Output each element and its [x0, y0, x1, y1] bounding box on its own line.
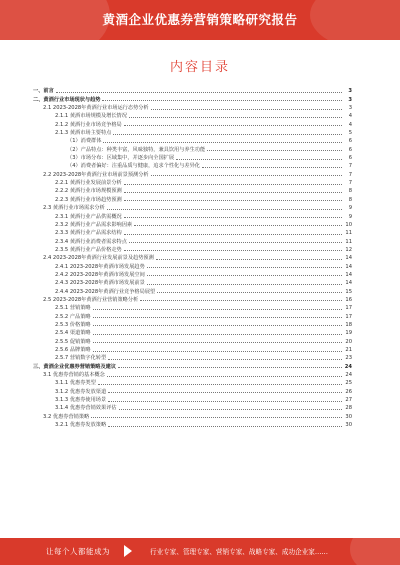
toc-leader-dots [156, 259, 342, 260]
toc-leader-dots [129, 242, 342, 243]
toc-leader-dots [107, 209, 342, 210]
toc-entry-label: 三、黄酒企业优惠券营销策略及建议 [33, 363, 117, 370]
toc-entry-page: 14 [345, 263, 352, 270]
table-of-contents [33, 86, 352, 428]
toc-leader-dots [124, 125, 342, 126]
header-banner [0, 0, 400, 40]
toc-leader-dots [157, 292, 342, 293]
toc-leader-dots [124, 234, 342, 235]
toc-entry-label: 2.3 黄酒行业市场需求分析 [43, 205, 105, 212]
toc-entry[interactable] [33, 203, 352, 211]
toc-leader-dots [147, 275, 342, 276]
toc-entry-label: 2.4.4 2023-2028年黄酒行业竞争格局展望 [55, 288, 156, 295]
toc-entry-label: 2.3.1 黄酒行业产品供需概况 [55, 213, 122, 220]
toc-entry-page: 8 [348, 188, 352, 195]
toc-entry-label: 2.5.5 促销策略 [55, 338, 91, 345]
toc-leader-dots [124, 200, 342, 201]
toc-leader-dots [93, 334, 342, 335]
toc-leader-dots [108, 426, 342, 427]
toc-entry-page: 30 [345, 422, 352, 429]
toc-entry-label: 2.1 2023-2028年黄酒行业市场运行态势分析 [43, 105, 149, 112]
toc-leader-dots [129, 117, 342, 118]
toc-entry[interactable] [33, 144, 352, 152]
toc-entry[interactable] [33, 236, 352, 244]
toc-entry[interactable] [33, 378, 352, 386]
toc-entry-page: 10 [345, 221, 352, 228]
toc-entry[interactable] [33, 386, 352, 394]
toc-entry-page: 24 [345, 372, 352, 379]
toc-entry-label: 3.2.1 优惠券发放策略 [55, 422, 107, 429]
toc-entry-label: 2.5.4 渠道策略 [55, 330, 91, 337]
toc-entry-page: 16 [345, 296, 352, 303]
toc-entry-page: 9 [348, 205, 352, 212]
toc-entry[interactable] [33, 228, 352, 236]
toc-entry-page: 26 [345, 388, 352, 395]
toc-entry[interactable] [33, 311, 352, 319]
footer-roles: 行业专家、管理专家、营销专家、战略专家、成功企业家…… [150, 548, 329, 556]
toc-heading: 内容目录 [169, 60, 230, 75]
toc-entry-label: 2.2 2023-2028年黄酒行业市场前景预测分析 [43, 171, 149, 178]
toc-entry-page: 11 [345, 238, 352, 245]
toc-entry-label: 2.5.1 营销策略 [55, 305, 91, 312]
toc-leader-dots [134, 225, 342, 226]
toc-entry[interactable] [33, 86, 352, 94]
toc-entry-label: 2.4 2023-2028年黄酒行业发展前景及趋势预测 [43, 255, 154, 262]
toc-entry-page: 25 [345, 380, 352, 387]
toc-entry[interactable] [33, 278, 352, 286]
toc-leader-dots [93, 317, 342, 318]
toc-leader-dots [93, 309, 342, 310]
toc-leader-dots [91, 417, 342, 418]
toc-entry-label: 3.1.1 优惠券类型 [55, 380, 96, 387]
toc-entry-page: 8 [348, 196, 352, 203]
toc-entry[interactable] [33, 295, 352, 303]
footer-banner [0, 538, 400, 565]
toc-entry-label: 2.3.4 黄酒行业消费者需求特点 [55, 238, 127, 245]
toc-entry-label: 二、黄酒行业市场现状与趋势 [33, 96, 101, 103]
toc-leader-dots [93, 351, 342, 352]
toc-entry-page: 27 [345, 397, 352, 404]
toc-entry-page: 20 [345, 338, 352, 345]
toc-entry-page: 11 [345, 230, 352, 237]
toc-leader-dots [102, 100, 342, 101]
toc-entry[interactable] [33, 361, 352, 369]
toc-entry-label: 2.5.2 产品策略 [55, 313, 91, 320]
toc-entry[interactable] [33, 420, 352, 428]
toc-entry-label: 2.5 2023-2028年黄酒行业营销策略分析 [43, 296, 139, 303]
toc-entry[interactable] [33, 411, 352, 419]
toc-leader-dots [103, 142, 342, 143]
toc-entry-label: 3.1.3 优惠券使用场景 [55, 397, 107, 404]
toc-entry[interactable] [33, 245, 352, 253]
toc-entry-label: （3）市场分布：区域集中，并逐步向全国扩展 [67, 155, 175, 162]
toc-leader-dots [124, 217, 342, 218]
toc-entry[interactable] [33, 153, 352, 161]
toc-leader-dots [93, 325, 342, 326]
toc-entry[interactable] [33, 178, 352, 186]
toc-entry-label: 2.1.2 黄酒行业市场竞争格局 [55, 121, 122, 128]
toc-leader-dots [176, 159, 342, 160]
arrow-right-icon [124, 545, 132, 557]
toc-entry-page: 4 [348, 121, 352, 128]
toc-entry[interactable] [33, 395, 352, 403]
toc-entry-page: 24 [344, 363, 352, 370]
toc-entry-page: 28 [345, 405, 352, 412]
toc-leader-dots [113, 134, 342, 135]
toc-leader-dots [107, 376, 342, 377]
toc-entry[interactable] [33, 261, 352, 269]
toc-entry-page: 3 [348, 88, 352, 95]
toc-entry-label: 2.4.1 2023-2028年黄酒市场发展趋势 [55, 263, 145, 270]
footer-slogan: 让每个人都能成为 [46, 547, 110, 556]
toc-entry[interactable] [33, 353, 352, 361]
toc-entry-label: 2.2.2 黄酒行业市场规模预测 [55, 188, 122, 195]
toc-entry-page: 3 [348, 105, 352, 112]
toc-entry[interactable] [33, 136, 352, 144]
toc-entry[interactable] [33, 370, 352, 378]
toc-entry-label: 2.3.5 黄酒行业产品价格走势 [55, 246, 122, 253]
toc-entry-page: 15 [345, 288, 352, 295]
toc-entry[interactable] [33, 220, 352, 228]
toc-leader-dots [108, 359, 342, 360]
toc-entry[interactable] [33, 270, 352, 278]
toc-entry-label: 3.1 优惠券营销的基本概念 [43, 372, 105, 379]
decorative-circle [350, 538, 400, 565]
toc-entry-page: 14 [345, 255, 352, 262]
toc-leader-dots [202, 167, 342, 168]
toc-entry-page: 17 [345, 313, 352, 320]
toc-entry-label: 2.2.1 黄酒行业发展前景分析 [55, 180, 122, 187]
toc-leader-dots [98, 384, 342, 385]
toc-entry-label: 2.5.7 营销数字化转型 [55, 355, 107, 362]
toc-entry-page: 23 [345, 355, 352, 362]
toc-entry[interactable] [33, 194, 352, 202]
toc-entry-page: 4 [348, 113, 352, 120]
toc-entry-page: 18 [345, 321, 352, 328]
toc-entry[interactable] [33, 94, 352, 102]
toc-entry[interactable] [33, 286, 352, 294]
toc-entry-label: 2.1.3 黄酒市场主要特点 [55, 130, 112, 137]
toc-entry[interactable] [33, 336, 352, 344]
toc-entry-page: 14 [345, 271, 352, 278]
toc-entry-page: 21 [345, 347, 352, 353]
toc-entry[interactable] [33, 403, 352, 411]
toc-entry-label: 2.1.1 黄酒市场规模及增长情况 [55, 113, 127, 120]
toc-leader-dots [118, 367, 342, 368]
toc-entry-label: 3.1.4 优惠券营销效果评估 [55, 405, 117, 412]
toc-leader-dots [207, 150, 342, 151]
toc-entry-page: 7 [348, 180, 352, 187]
toc-entry-page: 6 [348, 146, 352, 153]
toc-entry-label: 2.4.3 2023-2028年黄酒市场发展前景 [55, 280, 145, 287]
toc-leader-dots [147, 267, 342, 268]
toc-entry[interactable] [33, 211, 352, 219]
toc-entry-label: （2）产品特点：种类丰富，风味独特，兼具饮用与养生功能 [67, 146, 206, 153]
toc-leader-dots [108, 401, 342, 402]
toc-entry-label: （1）消费群体 [67, 138, 102, 145]
toc-entry-label: 3.1.2 优惠券发放渠道 [55, 388, 107, 395]
toc-entry-page: 14 [345, 280, 352, 287]
toc-entry[interactable] [33, 119, 352, 127]
toc-entry[interactable] [33, 169, 352, 177]
toc-entry-label: 2.4.2 2023-2028年黄酒市场发展空间 [55, 271, 145, 278]
toc-entry-page: 6 [348, 155, 352, 162]
toc-entry-label: 2.5.3 价格策略 [55, 321, 91, 328]
toc-leader-dots [124, 250, 342, 251]
toc-entry[interactable] [33, 161, 352, 169]
toc-leader-dots [108, 392, 342, 393]
toc-entry-page: 5 [348, 130, 352, 137]
toc-leader-dots [151, 109, 342, 110]
toc-entry-page: 7 [348, 171, 352, 178]
toc-entry[interactable] [33, 303, 352, 311]
toc-leader-dots [147, 284, 342, 285]
toc-leader-dots [151, 175, 342, 176]
toc-leader-dots [93, 342, 342, 343]
toc-entry-page: 9 [348, 213, 352, 220]
toc-entry[interactable] [33, 186, 352, 194]
toc-leader-dots [56, 92, 342, 93]
toc-entry[interactable] [33, 103, 352, 111]
toc-leader-dots [140, 300, 342, 301]
toc-entry-page: 12 [345, 246, 352, 253]
toc-entry-label: 2.5.6 品牌策略 [55, 347, 91, 353]
toc-entry-page: 3 [348, 96, 352, 103]
toc-entry-page: 6 [348, 138, 352, 145]
toc-entry-label: 一、前言 [33, 88, 54, 95]
toc-entry[interactable] [33, 320, 352, 328]
toc-entry[interactable] [33, 128, 352, 136]
toc-leader-dots [124, 192, 342, 193]
toc-entry[interactable] [33, 328, 352, 336]
report-title: 黄酒企业优惠券营销策略研究报告 [102, 12, 298, 27]
toc-entry-page: 7 [348, 163, 352, 170]
toc-entry-label: （4）消费者偏好：注重品质与健康，追求个性化与差异化 [67, 163, 200, 170]
toc-entry-page: 19 [345, 330, 352, 337]
toc-leader-dots [119, 409, 342, 410]
toc-entry-label: 2.3.2 黄酒行业产品需求影响因素 [55, 221, 133, 228]
toc-entry-page: 30 [345, 413, 352, 420]
toc-entry-label: 2.2.3 黄酒行业市场趋势预测 [55, 196, 122, 203]
toc-entry-page: 17 [345, 305, 352, 312]
toc-leader-dots [124, 184, 342, 185]
toc-entry[interactable] [33, 253, 352, 261]
toc-entry-label: 2.3.3 黄酒行业产品需求结构 [55, 230, 122, 237]
toc-entry[interactable] [33, 345, 352, 353]
toc-entry[interactable] [33, 111, 352, 119]
toc-entry-label: 3.2 优惠券营销策略 [43, 413, 90, 420]
